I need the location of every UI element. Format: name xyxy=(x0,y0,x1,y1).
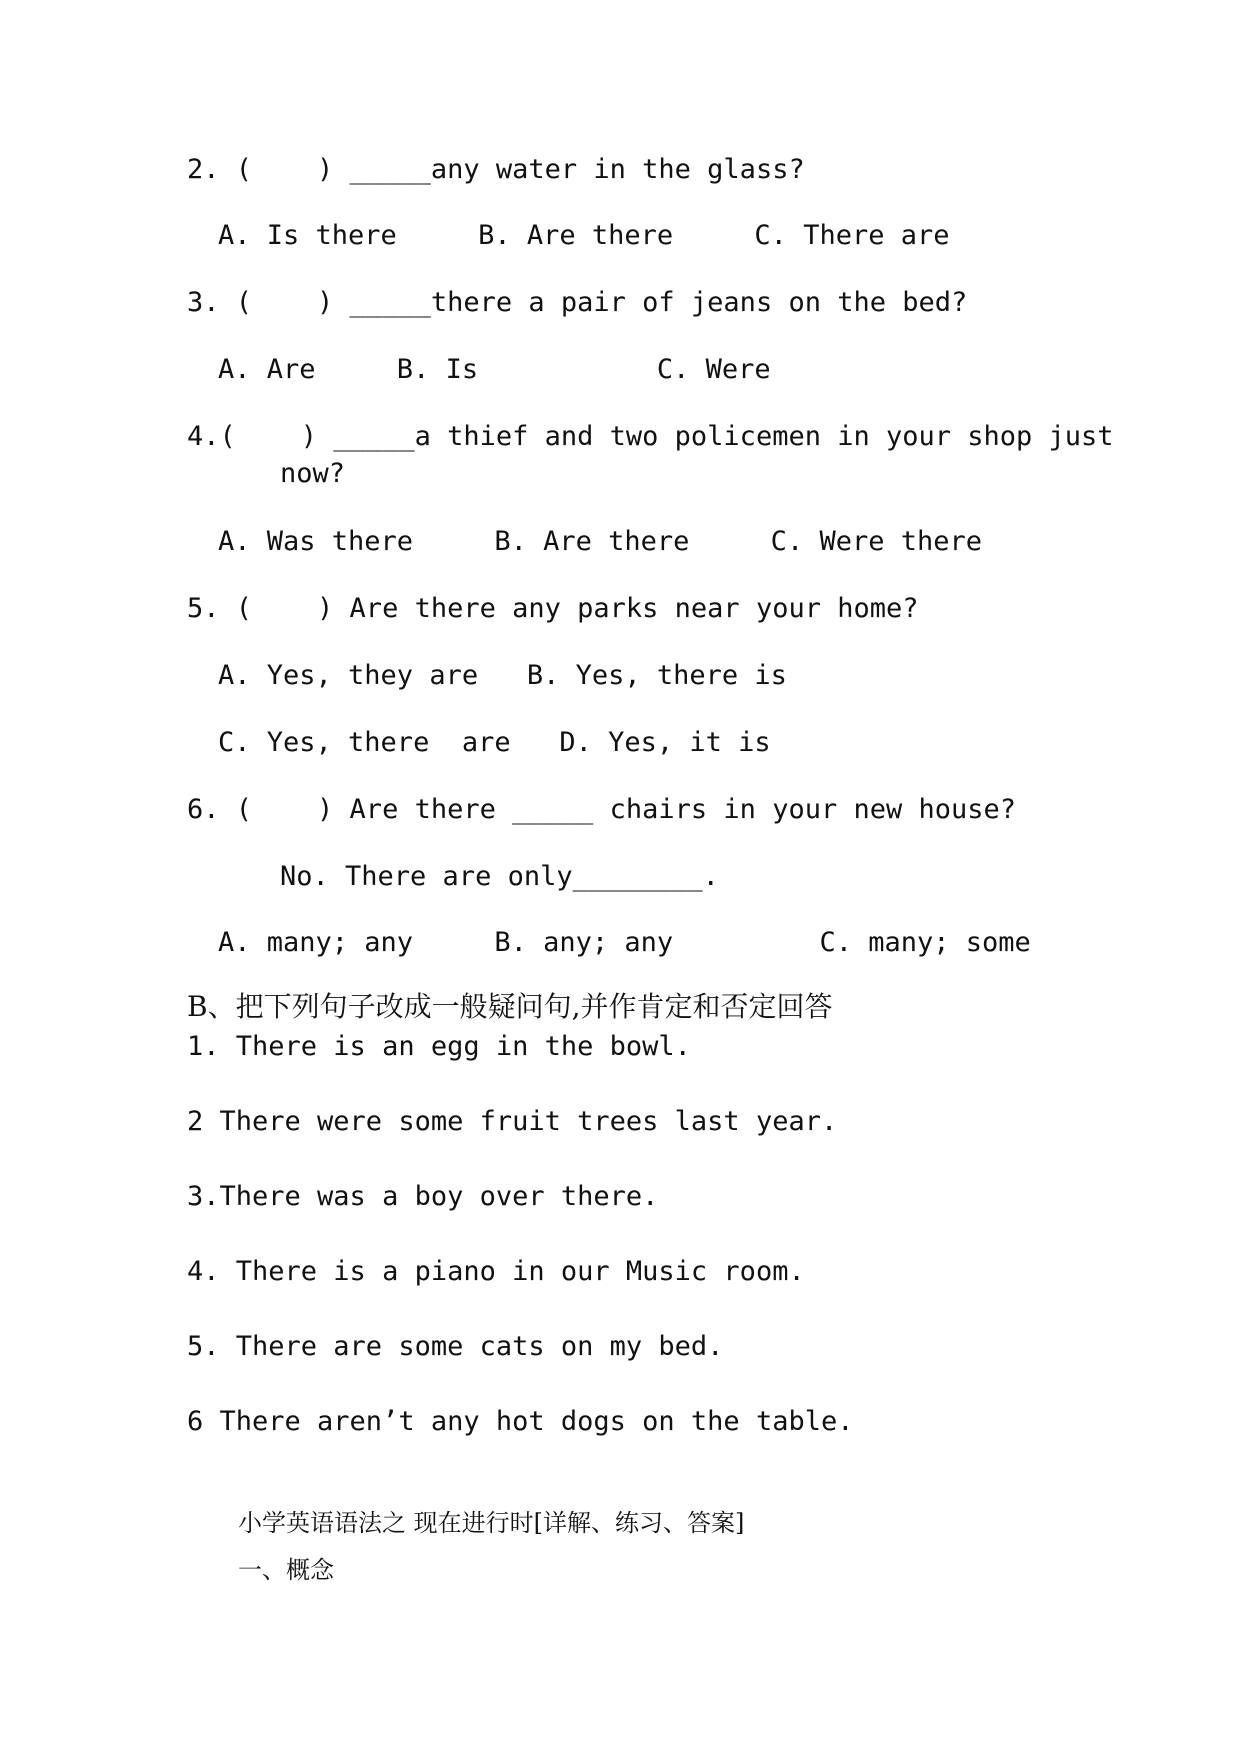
question-2-stem: 2. ( ) _____any water in the glass? xyxy=(187,154,805,185)
section-b-item-3: 3.There was a boy over there. xyxy=(187,1181,659,1212)
section-b-heading: B、把下列句子改成一般疑问句,并作肯定和否定回答 xyxy=(187,990,833,1023)
question-3-options: A. Are B. Is C. Were xyxy=(218,354,771,385)
question-4-stem: 4.( ) _____a thief and two policemen in your shop just xyxy=(187,421,1114,452)
question-5-options-row-1: A. Yes, they are B. Yes, there is xyxy=(218,660,787,691)
question-6-stem: 6. ( ) Are there _____ chairs in your new house? xyxy=(187,794,1017,825)
question-2-options: A. Is there B. Are there C. There are xyxy=(218,220,950,251)
section-b-item-6: 6 There aren’t any hot dogs on the table. xyxy=(187,1406,854,1437)
question-5-stem: 5. ( ) Are there any parks near your home? xyxy=(187,593,919,624)
section-b-item-1: 1. There is an egg in the bowl. xyxy=(187,1031,691,1062)
next-lesson-subheading: 一、概念 xyxy=(238,1556,334,1584)
question-6-answer-line: No. There are only________. xyxy=(280,861,719,892)
question-4-stem-continuation: now? xyxy=(280,458,346,489)
section-b-item-4: 4. There is a piano in our Music room. xyxy=(187,1256,805,1287)
question-5-options-row-2: C. Yes, there are D. Yes, it is xyxy=(218,727,771,758)
question-4-options: A. Was there B. Are there C. Were there xyxy=(218,526,983,557)
next-lesson-title: 小学英语语法之 现在进行时[详解、练习、答案] xyxy=(238,1509,745,1537)
question-3-stem: 3. ( ) _____there a pair of jeans on the bed? xyxy=(187,287,968,318)
section-b-item-5: 5. There are some cats on my bed. xyxy=(187,1331,724,1362)
section-b-item-2: 2 There were some fruit trees last year. xyxy=(187,1106,838,1137)
question-6-options: A. many; any B. any; any C. many; some xyxy=(218,927,1031,958)
